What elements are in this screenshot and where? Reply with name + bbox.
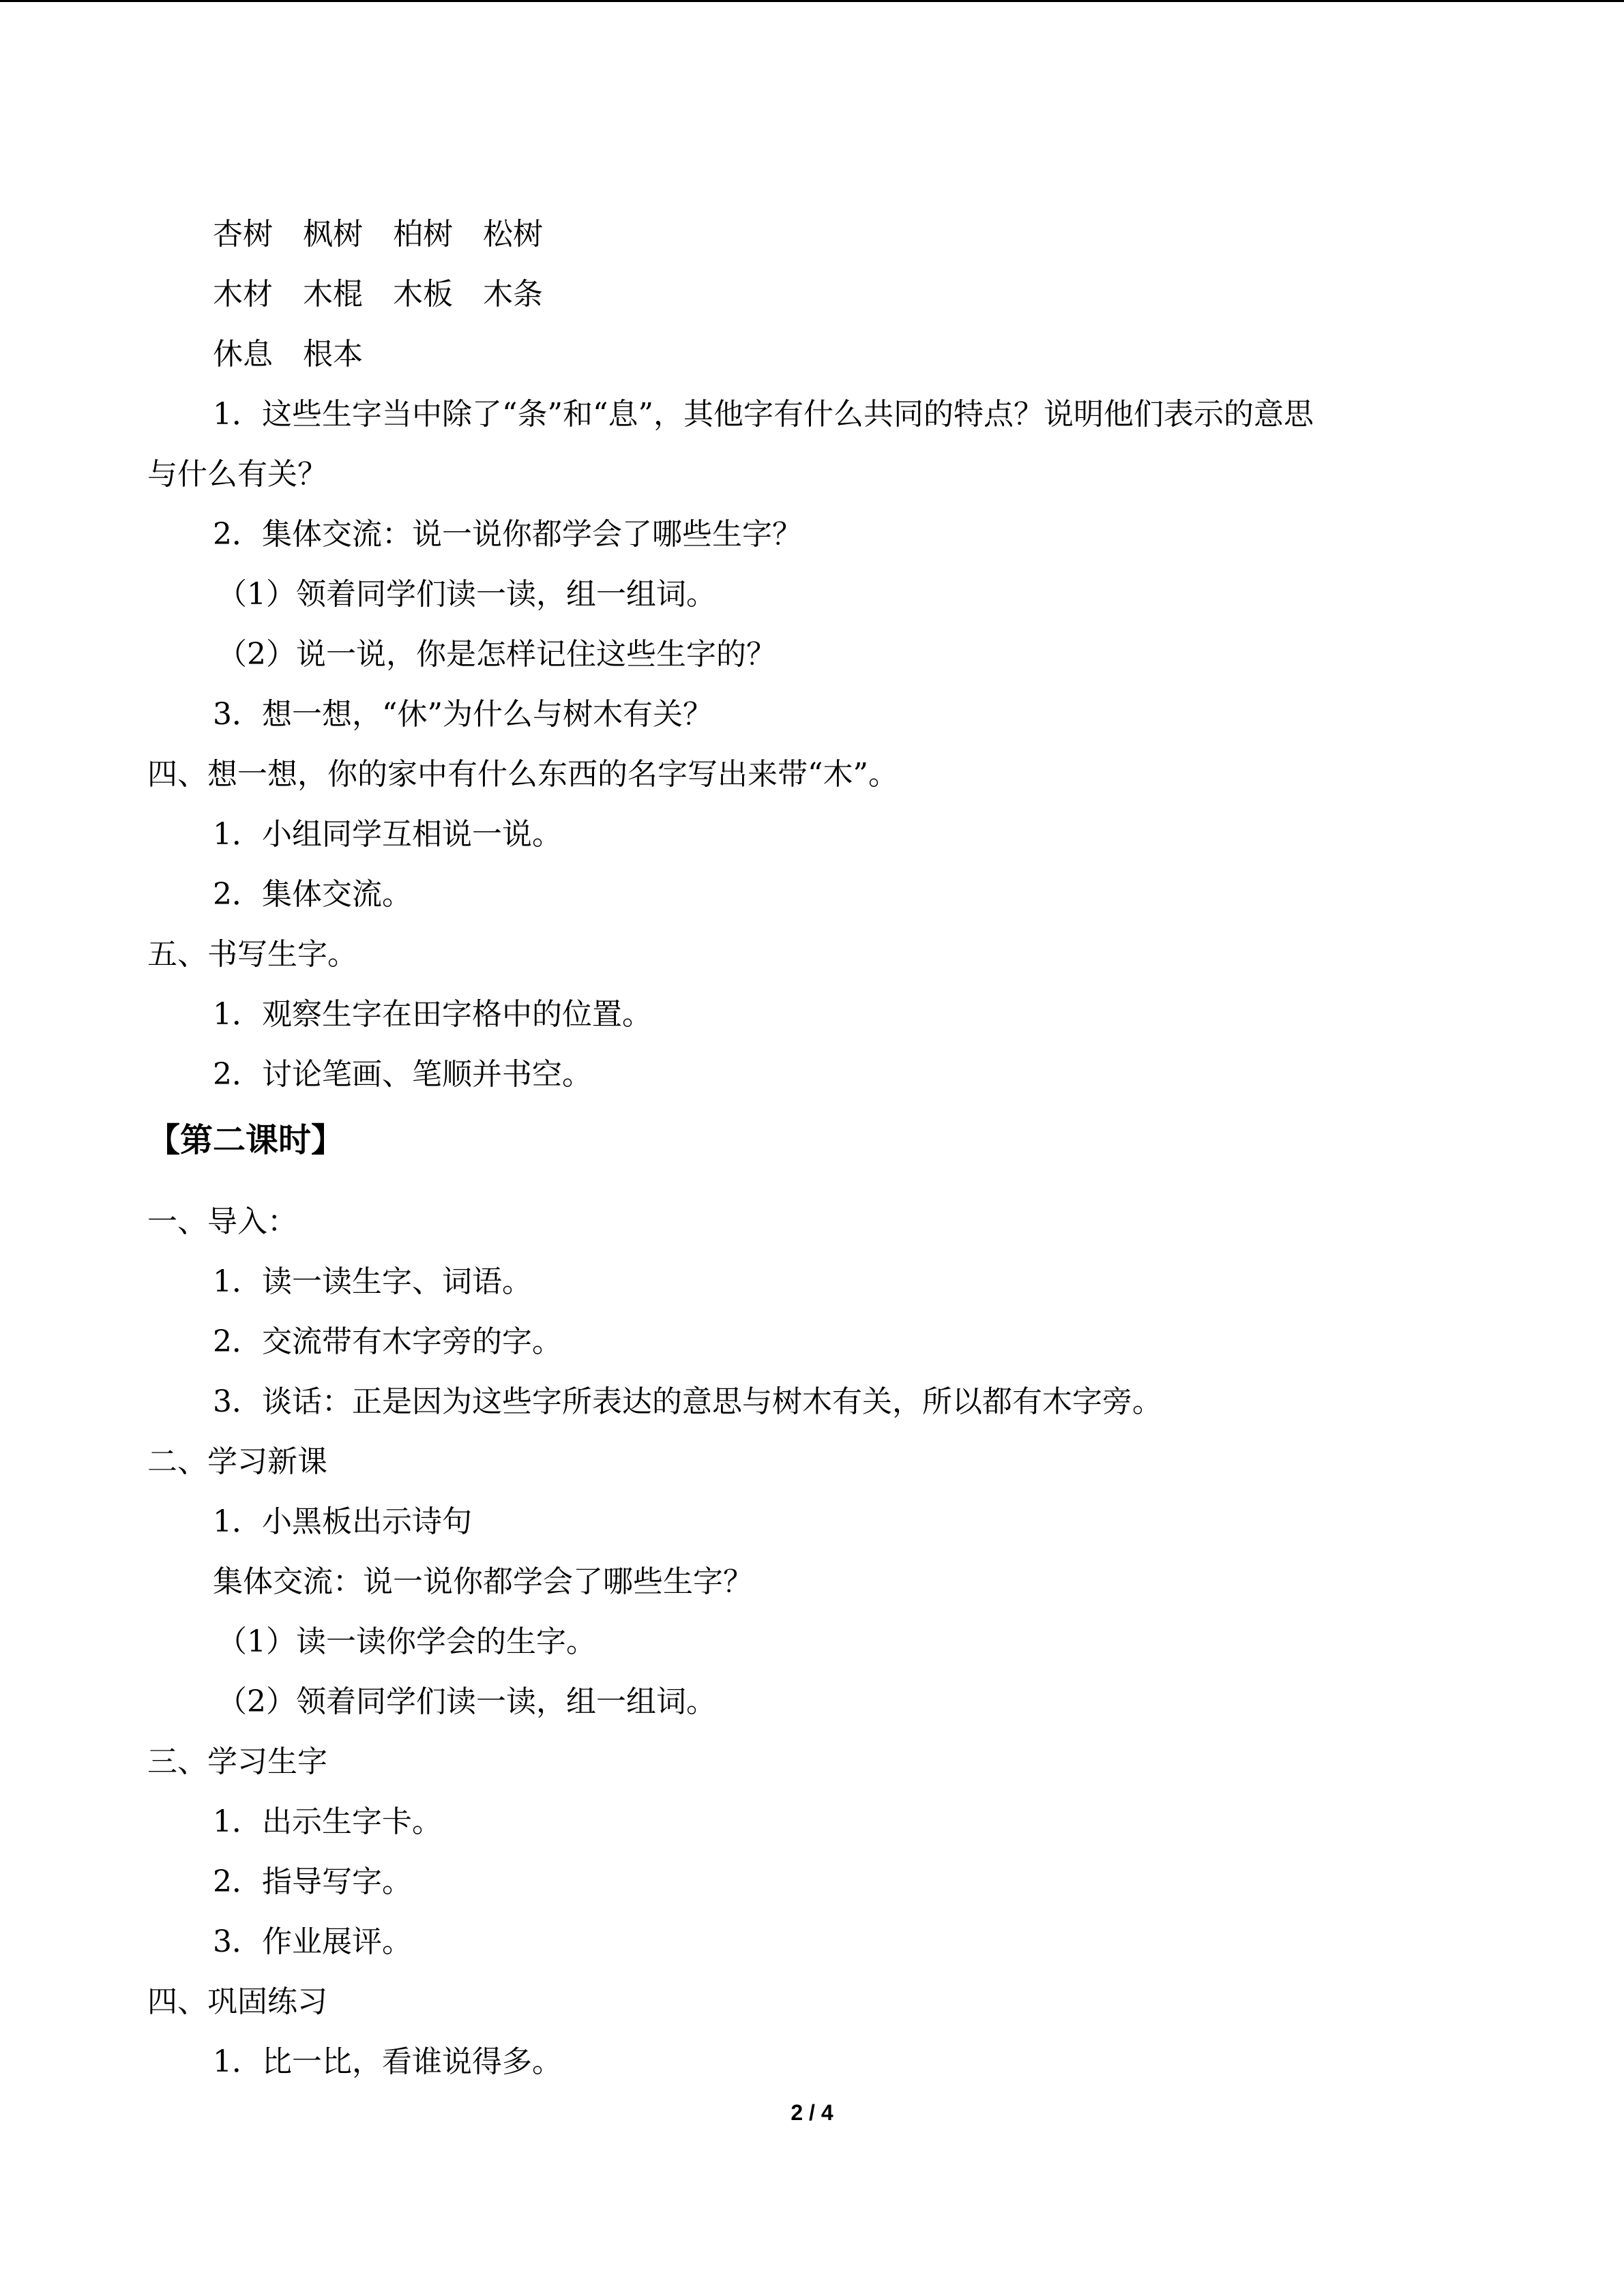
question-1: 1．这些生字当中除了“条”和“息”，其他字有什么共同的特点？说明他们表示的意思 <box>213 397 1314 432</box>
lesson-two-heading: 【第二课时】 <box>147 1121 344 1159</box>
intro-item-1: 1．读一读生字、词语。 <box>213 1264 532 1299</box>
sub-item-2: （2）说一说，你是怎样记住这些生字的？ <box>217 637 776 672</box>
section-4-heading: 四、想一想，你的家中有什么东西的名字写出来带“木”。 <box>147 757 898 792</box>
intro-item-2: 2．交流带有木字旁的字。 <box>213 1324 562 1359</box>
characters-item-1: 1．出示生字卡。 <box>213 1804 442 1839</box>
intro-item-3: 3．谈话：正是因为这些字所表达的意思与树木有关，所以都有木字旁。 <box>213 1384 1162 1419</box>
part-2-new-lesson: 二、学习新课 <box>147 1444 327 1479</box>
word-row-misc: 休息 根本 <box>213 337 363 372</box>
word-row-wood: 木材 木棍 木板 木条 <box>213 277 543 312</box>
characters-item-2: 2．指导写字。 <box>213 1864 412 1899</box>
item-collective: 2．集体交流。 <box>213 877 412 912</box>
page-number: 2 / 4 <box>791 2100 833 2125</box>
part-4-practice: 四、巩固练习 <box>147 1984 327 2019</box>
part-3-characters: 三、学习生字 <box>147 1744 327 1779</box>
item-group-talk: 1．小组同学互相说一说。 <box>213 817 562 852</box>
new-lesson-sub-1: （1）读一读你学会的生字。 <box>217 1624 596 1659</box>
practice-item-1: 1．比一比，看谁说得多。 <box>213 2044 562 2079</box>
item-2-exchange: 2．集体交流：说一说你都学会了哪些生字？ <box>213 517 802 552</box>
item-observe: 1．观察生字在田字格中的位置。 <box>213 997 652 1032</box>
question-1-cont: 与什么有关？ <box>147 457 327 492</box>
part-1-intro: 一、导入： <box>147 1204 297 1239</box>
new-lesson-exchange: 集体交流：说一说你都学会了哪些生字？ <box>213 1564 753 1599</box>
sub-item-1: （1）领着同学们读一读，组一组词。 <box>217 577 716 612</box>
new-lesson-sub-2: （2）领着同学们读一读，组一组词。 <box>217 1684 716 1719</box>
item-3-think: 3．想一想，“休”为什么与树木有关？ <box>213 697 713 732</box>
new-lesson-item-1: 1．小黑板出示诗句 <box>213 1504 472 1539</box>
section-5-heading: 五、书写生字。 <box>147 937 357 972</box>
characters-item-3: 3．作业展评。 <box>213 1924 412 1959</box>
word-row-trees: 杏树 枫树 柏树 松树 <box>213 217 543 252</box>
item-discuss-strokes: 2．讨论笔画、笔顺并书空。 <box>213 1057 592 1092</box>
